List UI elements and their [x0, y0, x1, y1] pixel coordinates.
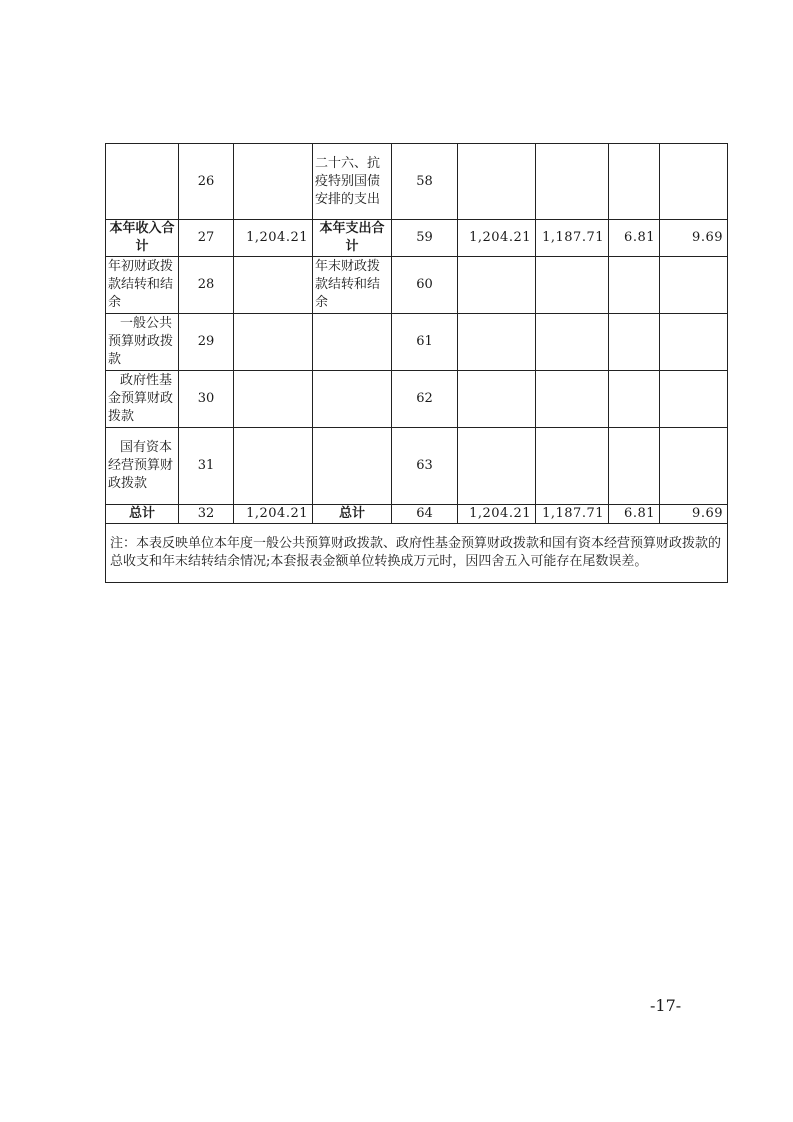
- expense-project: [609, 314, 660, 371]
- page-number: -17-: [650, 996, 682, 1015]
- income-label-cell: 本年收入合计: [106, 220, 179, 257]
- income-line-no: 31: [179, 428, 234, 505]
- income-label-cell: 年初财政拨款结转和结余: [106, 257, 179, 314]
- income-label-cell: 总计: [106, 505, 179, 524]
- expense-project: 6.81: [609, 505, 660, 524]
- expense-basic: 1,187.71: [536, 220, 609, 257]
- carryover-amount: [660, 144, 728, 220]
- expense-line-no: 62: [392, 371, 458, 428]
- table-note: 注：本表反映单位本年度一般公共预算财政拨款、政府性基金预算财政拨款和国有资本经营预算财政拨款的总收支和年末结转结余情况;本套报表金额单位转换成万元时，因四舍五入可能存在尾数误差。: [106, 524, 728, 583]
- expense-basic: [536, 314, 609, 371]
- expense-label-cell: 本年支出合计: [313, 220, 392, 257]
- income-line-no: 32: [179, 505, 234, 524]
- expense-line-no: 63: [392, 428, 458, 505]
- expense-project: [609, 257, 660, 314]
- carryover-amount: 9.69: [660, 220, 728, 257]
- expense-total: [458, 144, 536, 220]
- carryover-amount: [660, 314, 728, 371]
- expense-project: [609, 428, 660, 505]
- expense-project: 6.81: [609, 220, 660, 257]
- expense-label-cell: 总计: [313, 505, 392, 524]
- expense-line-no: 60: [392, 257, 458, 314]
- expense-line-no: 59: [392, 220, 458, 257]
- carryover-amount: 9.69: [660, 505, 728, 524]
- expense-total: [458, 428, 536, 505]
- expense-basic: [536, 144, 609, 220]
- table-row: [106, 428, 728, 505]
- expense-basic: [536, 257, 609, 314]
- carryover-amount: [660, 428, 728, 505]
- income-amount: 1,204.21: [234, 220, 313, 257]
- expense-project: [609, 144, 660, 220]
- income-label-cell: 政府性基金预算财政拨款: [106, 371, 179, 428]
- income-amount: [234, 428, 313, 505]
- income-line-no: 27: [179, 220, 234, 257]
- income-label-cell: 一般公共预算财政拨款: [106, 314, 179, 371]
- expense-basic: [536, 428, 609, 505]
- expense-basic: [536, 371, 609, 428]
- expense-label-cell: [313, 428, 392, 505]
- income-line-no: 26: [179, 144, 234, 220]
- table-row: [106, 314, 728, 371]
- income-amount: [234, 144, 313, 220]
- income-amount: 1,204.21: [234, 505, 313, 524]
- expense-line-no: 61: [392, 314, 458, 371]
- income-amount: [234, 257, 313, 314]
- expense-label-cell: 年末财政拨款结转和结余: [313, 257, 392, 314]
- income-label-cell: [106, 144, 179, 220]
- expense-basic: 1,187.71: [536, 505, 609, 524]
- income-line-no: 28: [179, 257, 234, 314]
- expense-label-cell: 二十六、抗疫特别国债安排的支出: [313, 144, 392, 220]
- table-row-total: [106, 505, 728, 524]
- income-label-cell: 国有资本经营预算财政拨款: [106, 428, 179, 505]
- carryover-amount: [660, 257, 728, 314]
- expense-label-cell: [313, 314, 392, 371]
- income-amount: [234, 371, 313, 428]
- carryover-amount: [660, 371, 728, 428]
- note-row: [106, 524, 728, 583]
- table-row: [106, 144, 728, 220]
- expense-total: [458, 371, 536, 428]
- table-row: [106, 220, 728, 257]
- expense-label-cell: [313, 371, 392, 428]
- income-amount: [234, 314, 313, 371]
- expense-line-no: 64: [392, 505, 458, 524]
- income-line-no: 30: [179, 371, 234, 428]
- expense-total: [458, 257, 536, 314]
- expense-total: 1,204.21: [458, 505, 536, 524]
- income-line-no: 29: [179, 314, 234, 371]
- expense-total: [458, 314, 536, 371]
- expense-total: 1,204.21: [458, 220, 536, 257]
- table-row: [106, 371, 728, 428]
- expense-line-no: 58: [392, 144, 458, 220]
- financial-table: [105, 143, 728, 583]
- expense-project: [609, 371, 660, 428]
- table-row: [106, 257, 728, 314]
